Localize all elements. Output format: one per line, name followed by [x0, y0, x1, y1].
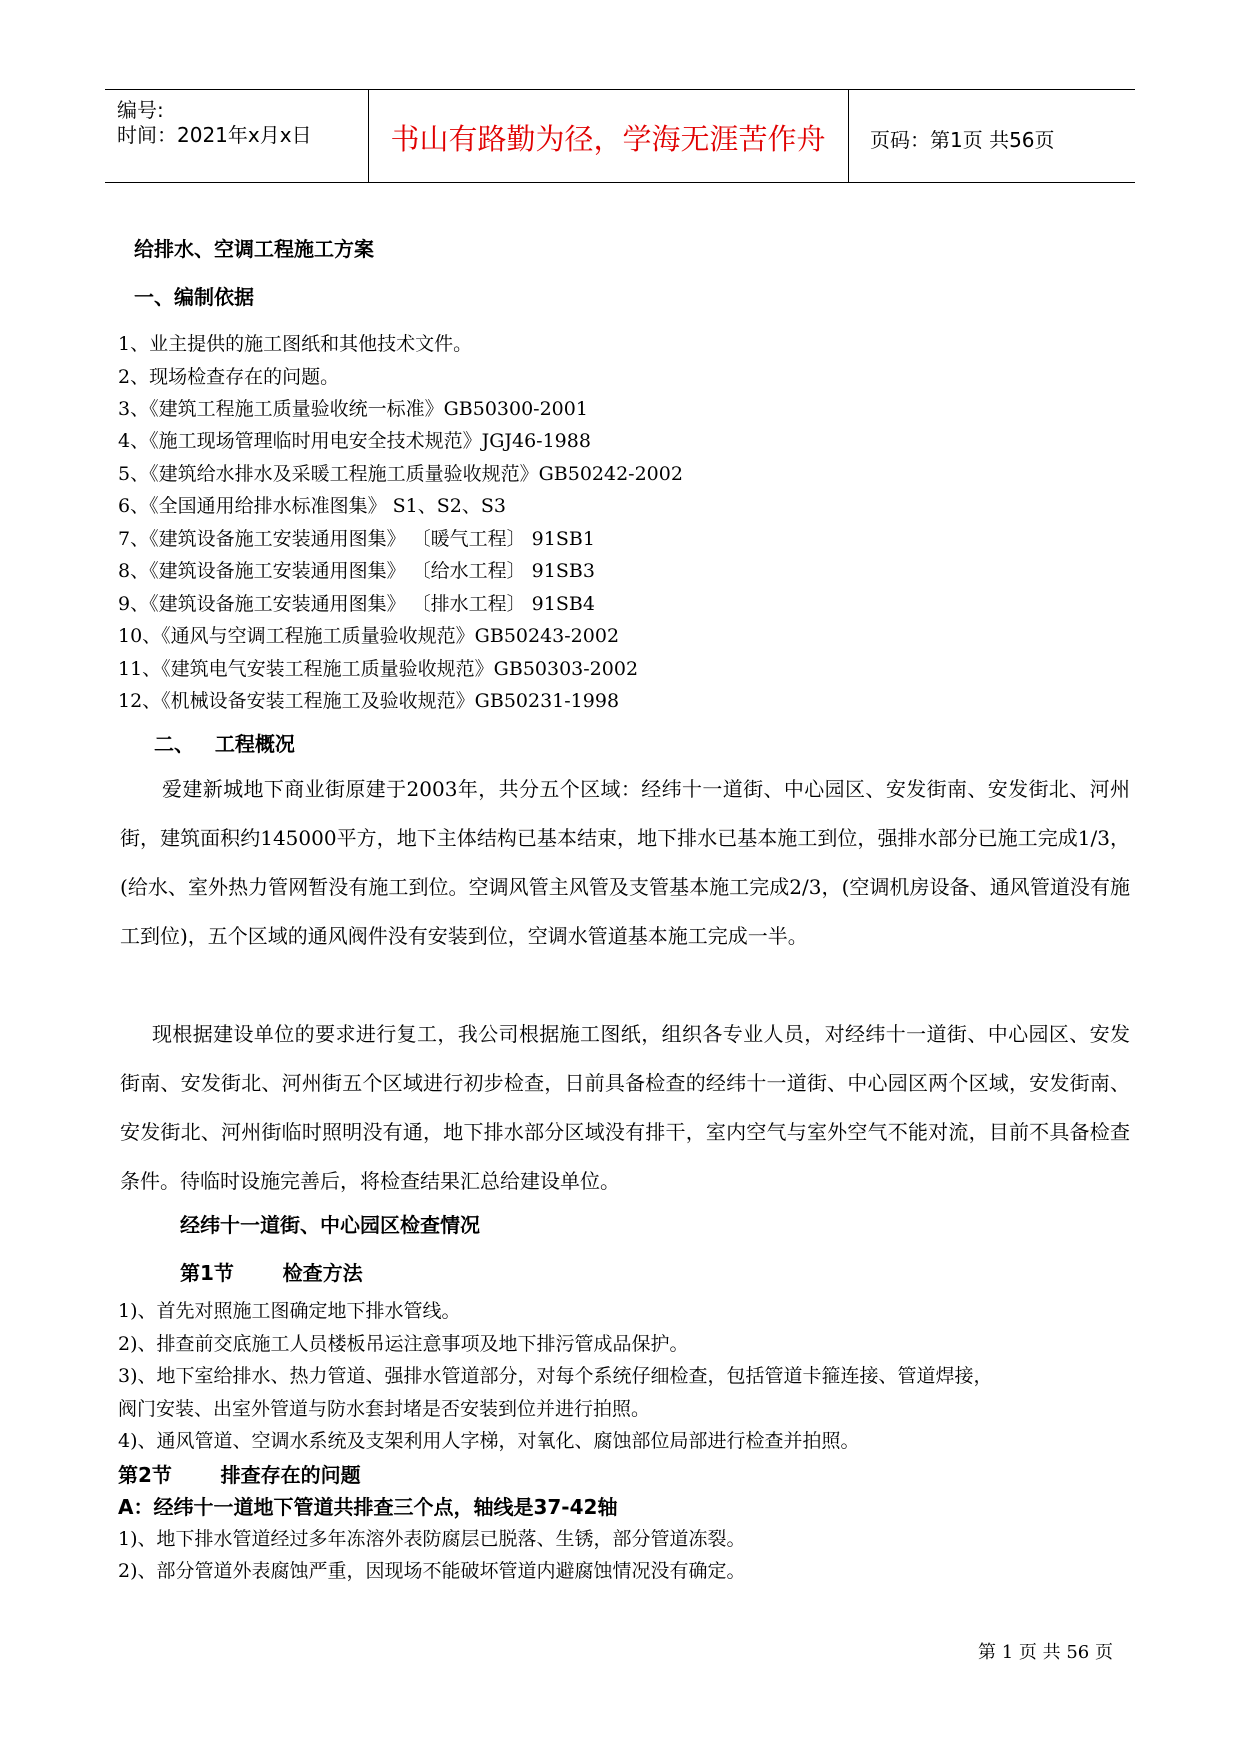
reference-item: 5、《建筑给水排水及采暖工程施工质量验收规范》GB50242-2002 [118, 463, 683, 485]
reference-item: 3、《建筑工程施工质量验收统一标准》GB50300-2001 [118, 398, 588, 420]
subsection-1-heading: 第1节 检查方法 [180, 1261, 363, 1285]
reference-item: 7、《建筑设备施工安装通用图集》 〔暖气工程〕 91SB1 [118, 528, 595, 550]
header-motto: 书山有路勤为径，学海无涯苦作舟 [390, 122, 826, 156]
reference-item: 12、《机械设备安装工程施工及验收规范》GB50231-1998 [118, 690, 620, 712]
reference-item: 10、《通风与空调工程施工质量验收规范》GB50243-2002 [118, 625, 620, 647]
problem-item: 2)、部分管道外表腐蚀严重，因现场不能破坏管道内避腐蚀情况没有确定。 [118, 1560, 746, 1582]
header-page-cell [848, 90, 1135, 182]
subsection-2-heading: 第2节 排查存在的问题 [118, 1463, 361, 1487]
header-motto-cell [368, 90, 849, 182]
overview-paragraph-1: 爱建新城地下商业街原建于2003年，共分五个区域：经纬十一道街、中心园区、安发街南、安发街北、河州街，建筑面积约145000平方，地下主体结构已基本结束，地下排水已基本施工到位，强排水部分已施工完成1/3，(给水、室外热力管网暂没有施工到位。空调风管主风管及支管基本施工完成2/3，(空调机房设备、通风管道没有施工到位)，五个区域的通风阀件没有安装到位，空调水管道基本施工完成一半。 [120, 777, 1130, 948]
method-item: 2)、排查前交底施工人员楼板吊运注意事项及地下排污管成品保护。 [118, 1333, 689, 1355]
document-time-label: 时间：2021年x月x日 [117, 123, 312, 147]
reference-item: 11、《建筑电气安装工程施工质量验收规范》GB50303-2002 [118, 658, 639, 680]
header-page-number: 页码：第1页 共56页 [870, 128, 1055, 152]
problem-item: 1)、地下排水管道经过多年冻溶外表防腐层已脱落、生锈，部分管道冻裂。 [118, 1528, 746, 1550]
method-item: 4)、通风管道、空调水系统及支架利用人字梯，对氧化、腐蚀部位局部进行检查并拍照。 [118, 1430, 860, 1452]
document-number-label: 编号: [117, 98, 164, 122]
reference-item: 6、《全国通用给排水标准图集》 S1、S2、S3 [118, 495, 506, 517]
overview-paragraph-2: 现根据建设单位的要求进行复工，我公司根据施工图纸，组织各专业人员，对经纬十一道街、中心园区、安发街南、安发街北、河州街五个区域进行初步检查，日前具备检查的经纬十一道街、中心园区两个区域，安发街南、安发街北、河州街临时照明没有通，地下排水部分区域没有排干，室内空气与室外空气不能对流，目前不具备检查条件。待临时设施完善后，将检查结果汇总给建设单位。 [120, 1022, 1130, 1193]
method-item: 3)、地下室给排水、热力管道、强排水管道部分，对每个系统仔细检查，包括管道卡箍连接、管道焊接， [118, 1365, 993, 1387]
reference-item: 4、《施工现场管理临时用电安全技术规范》JGJ46-1988 [118, 430, 591, 452]
method-item-continuation: 阀门安装、出室外管道与防水套封堵是否安装到位并进行拍照。 [118, 1398, 651, 1420]
reference-item: 9、《建筑设备施工安装通用图集》 〔排水工程〕 91SB4 [118, 593, 595, 615]
inspection-heading: 经纬十一道街、中心园区检查情况 [180, 1213, 480, 1237]
section1-heading: 一、编制依据 [134, 285, 254, 309]
page-header [105, 89, 1135, 183]
reference-item: 2、现场检查存在的问题。 [118, 366, 340, 388]
method-item: 1)、首先对照施工图确定地下排水管线。 [118, 1300, 461, 1322]
subsection-a-heading: A：经纬十一道地下管道共排查三个点，轴线是37-42轴 [118, 1495, 618, 1519]
header-info-cell [105, 90, 369, 182]
page-footer: 第 1 页 共 56 页 [978, 1642, 1113, 1663]
reference-item: 1、业主提供的施工图纸和其他技术文件。 [118, 333, 473, 355]
section2-heading: 二、 工程概况 [154, 732, 295, 756]
document-title: 给排水、空调工程施工方案 [134, 237, 374, 261]
reference-item: 8、《建筑设备施工安装通用图集》 〔给水工程〕 91SB3 [118, 560, 595, 582]
